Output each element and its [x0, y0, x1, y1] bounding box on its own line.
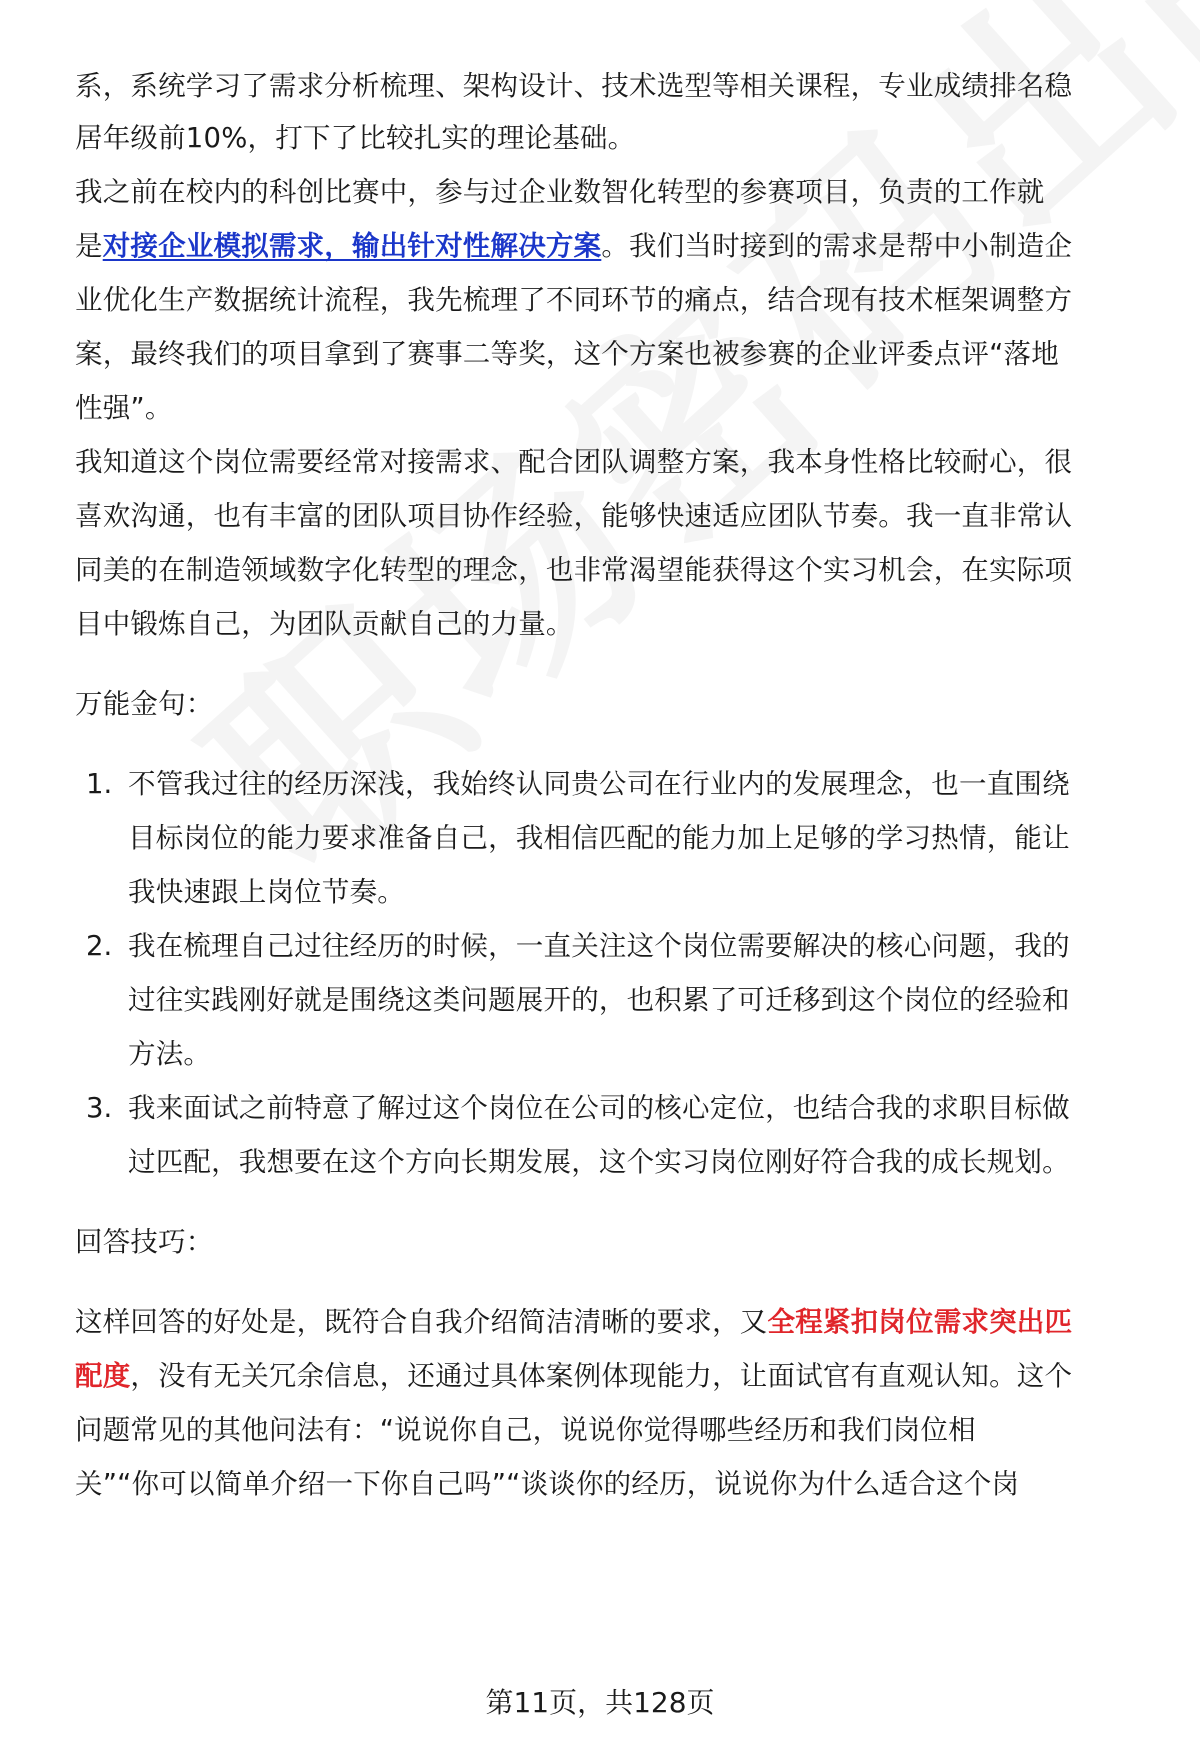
list-item-line: 我快速跟上岗位节奏。	[128, 876, 405, 908]
list-item-line: 我在梳理自己过往经历的时候，一直关注这个岗位需要解决的核心问题，我的	[128, 930, 1070, 962]
text-span: 是	[75, 230, 103, 262]
paragraph-line: 案，最终我们的项目拿到了赛事二等奖，这个方案也被参赛的企业评委点评“落地	[75, 338, 1059, 370]
paragraph-line: 系，系统学习了需求分析梳理、架构设计、技术选型等相关课程，专业成绩排名稳	[75, 70, 1073, 102]
text-span: 。我们当时接到的需求是帮中小制造企	[601, 230, 1073, 262]
paragraph-line	[75, 1302, 1072, 1342]
page-footer: 第11页，共128页	[485, 1686, 715, 1719]
paragraph-line: 性强”。	[75, 392, 173, 424]
paragraph-line: 我之前在校内的科创比赛中，参与过企业数智化转型的参赛项目，负责的工作就	[75, 176, 1045, 208]
section-heading: 回答技巧：	[75, 1226, 214, 1258]
list-item-line: 我来面试之前特意了解过这个岗位在公司的核心定位，也结合我的求职目标做	[128, 1092, 1070, 1124]
paragraph-line	[75, 1356, 1072, 1396]
list-number: 2.	[86, 930, 113, 962]
list-number: 1.	[86, 768, 113, 800]
list-item-line: 不管我过往的经历深浅，我始终认同贵公司在行业内的发展理念，也一直围绕	[128, 768, 1070, 800]
paragraph-line: 问题常见的其他问法有：“说说你自己，说说你觉得哪些经历和我们岗位相	[75, 1414, 976, 1446]
paragraph-line	[75, 226, 1072, 266]
section-heading: 万能金句：	[75, 688, 214, 720]
paragraph-line: 同美的在制造领域数字化转型的理念，也非常渴望能获得这个实习机会，在实际项	[75, 554, 1073, 586]
paragraph-line: 业优化生产数据统计流程，我先梳理了不同环节的痛点，结合现有技术框架调整方	[75, 284, 1073, 316]
list-item-line: 过匹配，我想要在这个方向长期发展，这个实习岗位刚好符合我的成长规划。	[128, 1146, 1070, 1178]
emphasis-text: 配度	[75, 1360, 131, 1392]
paragraph-line: 关”“你可以简单介绍一下你自己吗”“谈谈你的经历，说说你为什么适合这个岗	[75, 1468, 1020, 1500]
paragraph-line: 喜欢沟通，也有丰富的团队项目协作经验，能够快速适应团队节奏。我一直非常认	[75, 500, 1073, 532]
text-span: 这样回答的好处是，既符合自我介绍简洁清晰的要求，又	[75, 1306, 768, 1338]
list-item-line: 过往实践刚好就是围绕这类问题展开的，也积累了可迁移到这个岗位的经验和	[128, 984, 1070, 1016]
emphasis-text: 全程紧扣岗位需求突出匹	[767, 1306, 1073, 1338]
paragraph-line: 居年级前10%，打下了比较扎实的理论基础。	[75, 122, 636, 154]
paragraph-line: 目中锻炼自己，为团队贡献自己的力量。	[75, 608, 574, 640]
paragraph-line: 我知道这个岗位需要经常对接需求、配合团队调整方案，我本身性格比较耐心，很	[75, 446, 1073, 478]
list-item-line: 目标岗位的能力要求准备自己，我相信匹配的能力加上足够的学习热情，能让	[128, 822, 1070, 854]
link-highlight[interactable]: 对接企业模拟需求，输出针对性解决方案	[102, 230, 602, 262]
text-span: ，没有无关冗余信息，还通过具体案例体现能力，让面试官有直观认知。这个	[130, 1360, 1073, 1392]
list-number: 3.	[86, 1092, 113, 1124]
list-item-line: 方法。	[128, 1038, 212, 1070]
